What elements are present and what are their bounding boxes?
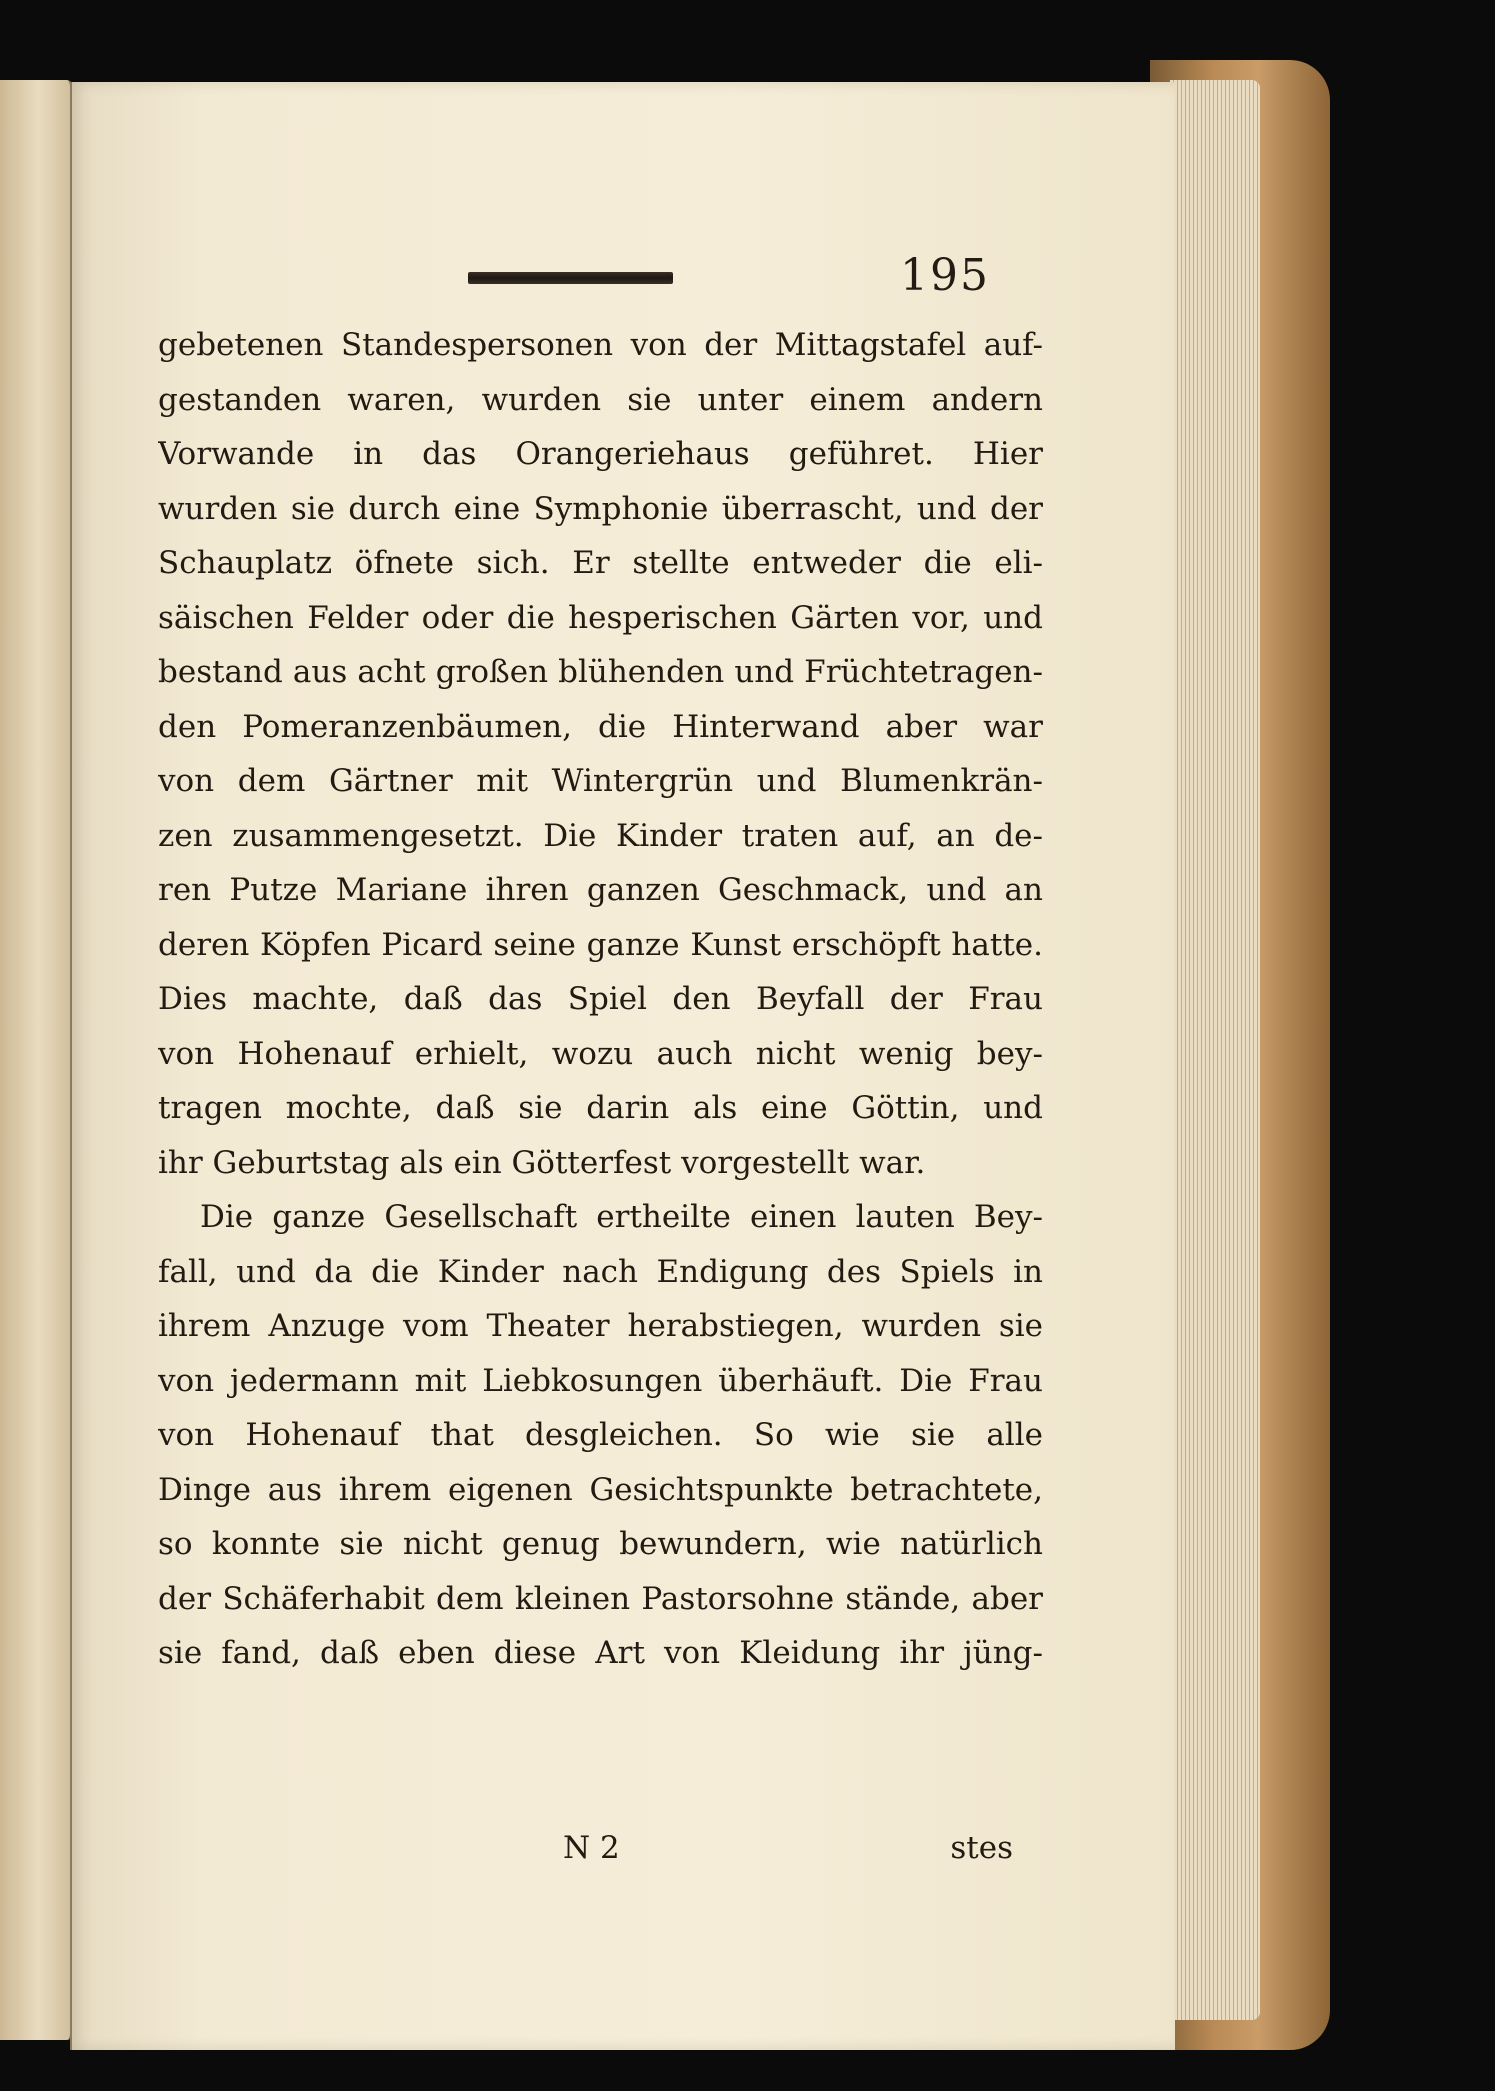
signature-mark: N 2 bbox=[563, 1830, 620, 1866]
text-line: Vorwande in das Orangeriehaus geführet. Hier bbox=[158, 436, 1043, 472]
text-line: Schauplatz öfnete sich. Er stellte entweder die eli- bbox=[158, 545, 1043, 581]
text-line: wurden sie durch eine Symphonie überrascht, und der bbox=[158, 490, 1043, 527]
text-line: von jedermann mit Liebkosungen überhäuft. Die Frau bbox=[158, 1362, 1043, 1399]
text-line: fall, und da die Kinder nach Endigung des Spiels in bbox=[158, 1253, 1043, 1290]
catchword: stes bbox=[950, 1830, 1013, 1866]
text-line: der Schäferhabit dem kleinen Pastorsohne stände, aber bbox=[158, 1580, 1043, 1617]
page-footer bbox=[158, 1830, 1043, 1880]
text-line: ren Putze Mariane ihren ganzen Geschmack, und an bbox=[158, 872, 1043, 908]
text-line: säischen Felder oder die hesperischen Gärten vor, und bbox=[158, 599, 1043, 636]
text-line: ihrem Anzuge vom Theater herabstiegen, wurden sie bbox=[158, 1308, 1043, 1344]
text-line: gebetenen Standespersonen von der Mittagstafel auf- bbox=[158, 327, 1043, 363]
text-line: tragen mochte, daß sie darin als eine Göttin, und bbox=[158, 1090, 1043, 1126]
left-facing-page bbox=[0, 80, 73, 2040]
body-text bbox=[158, 318, 1043, 1681]
text-line: den Pomeranzenbäumen, die Hinterwand aber war bbox=[158, 708, 1043, 745]
page-stack-edge bbox=[1170, 80, 1260, 2020]
text-line: bestand aus acht großen blühenden und Früchtetragen- bbox=[158, 654, 1043, 690]
text-line: von Hohenauf that desgleichen. So wie sie alle bbox=[158, 1417, 1043, 1453]
book-page bbox=[70, 82, 1175, 2050]
page-number: 195 bbox=[900, 250, 990, 301]
text-line: zen zusammengesetzt. Die Kinder traten auf, an de- bbox=[158, 817, 1043, 854]
text-line: so konnte sie nicht genug bewundern, wie natürlich bbox=[158, 1526, 1043, 1562]
text-line: gestanden waren, wurden sie unter einem andern bbox=[158, 381, 1043, 418]
text-line: Dinge aus ihrem eigenen Gesichtspunkte betrachtete, bbox=[158, 1471, 1043, 1508]
text-line: sie fand, daß eben diese Art von Kleidung ihr jüng- bbox=[158, 1635, 1043, 1671]
text-line: Die ganze Gesellschaft ertheilte einen lauten Bey- bbox=[200, 1199, 1043, 1235]
text-line: ihr Geburtstag als ein Götterfest vorgestellt war. bbox=[158, 1144, 926, 1181]
gutter-line bbox=[70, 82, 72, 2050]
text-line: deren Köpfen Picard seine ganze Kunst erschöpft hatte. bbox=[158, 926, 1043, 963]
text-line: von Hohenauf erhielt, wozu auch nicht wenig bey- bbox=[158, 1035, 1043, 1072]
text-line: von dem Gärtner mit Wintergrün und Blumenkrän- bbox=[158, 763, 1043, 799]
text-line: Dies machte, daß das Spiel den Beyfall der Frau bbox=[158, 981, 1043, 1017]
header-rule bbox=[468, 272, 673, 284]
